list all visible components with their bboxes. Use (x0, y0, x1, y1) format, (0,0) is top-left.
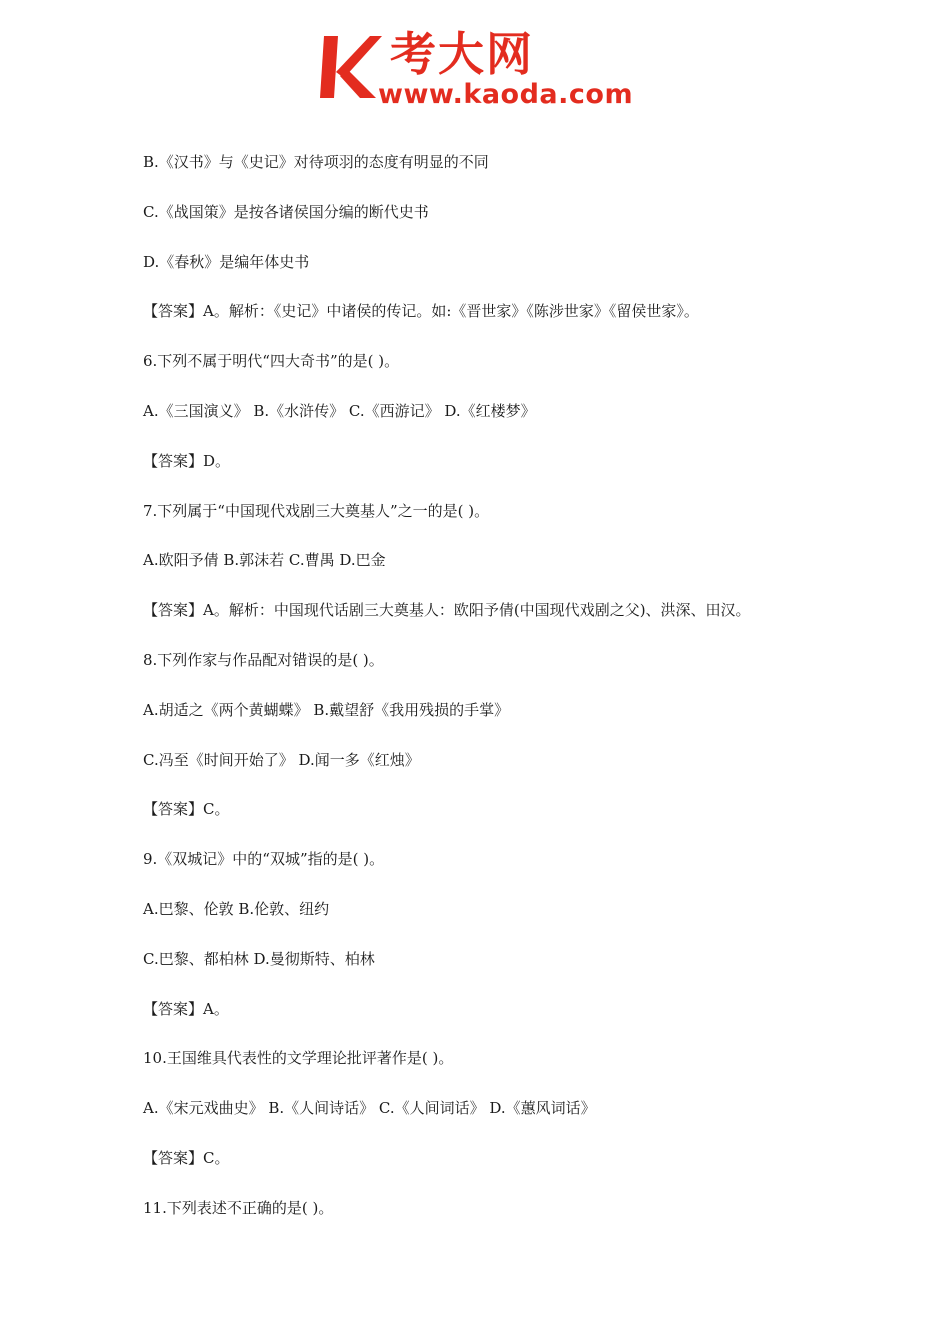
k-logo-icon (318, 32, 382, 102)
question-line: 11.下列表述不正确的是( )。 (143, 1198, 334, 1217)
answer-line: 【答案】A。解析：《史记》中诸侯的传记。如:《晋世家》《陈涉世家》《留侯世家》。 (143, 302, 699, 321)
question-line: 9.《双城记》中的“双城”指的是( )。 (143, 850, 385, 869)
kaoda-logo (318, 28, 640, 112)
option-line: A.《三国演义》 B.《水浒传》 C.《西游记》 D.《红楼梦》 (143, 401, 536, 420)
option-line: A.欧阳予倩 B.郭沫若 C.曹禺 D.巴金 (143, 551, 386, 570)
answer-line: 【答案】C。 (143, 1148, 230, 1167)
answer-line: 【答案】A。解析：中国现代话剧三大奠基人：欧阳予倩(中国现代戏剧之父)、洪深、田汉。 (143, 601, 751, 620)
option-line: B.《汉书》与《史记》对待项羽的态度有明显的不同 (143, 153, 489, 171)
option-line: C.《战国策》是按各诸侯国分编的断代史书 (143, 202, 429, 221)
option-line: C.巴黎、都柏林 D.曼彻斯特、柏林 (143, 949, 375, 968)
option-line: A.巴黎、伦敦 B.伦敦、纽约 (143, 899, 330, 918)
answer-line: 【答案】D。 (143, 451, 231, 470)
option-line: A.《宋元戏曲史》 B.《人间诗话》 C.《人间词话》 D.《蕙风词话》 (143, 1099, 596, 1118)
question-line: 8.下列作家与作品配对错误的是( )。 (143, 650, 384, 669)
option-line: D.《春秋》是编年体史书 (143, 252, 310, 271)
answer-line: 【答案】A。 (143, 999, 229, 1018)
option-line: C.冯至《时间开始了》 D.闻一多《红烛》 (143, 750, 420, 769)
question-line: 7.下列属于“中国现代戏剧三大奠基人”之一的是( )。 (143, 501, 490, 520)
question-line: 6.下列不属于明代“四大奇书”的是( )。 (143, 352, 400, 371)
answer-line: 【答案】C。 (143, 800, 230, 819)
logo-url-text: www.kaoda.com (378, 79, 634, 110)
question-line: 10.王国维具代表性的文学理论批评著作是( )。 (143, 1049, 454, 1068)
document-body (143, 146, 843, 1242)
option-line: A.胡适之《两个黄蝴蝶》 B.戴望舒《我用残损的手掌》 (143, 700, 510, 719)
logo-chinese-text: 考大网 (390, 27, 534, 81)
